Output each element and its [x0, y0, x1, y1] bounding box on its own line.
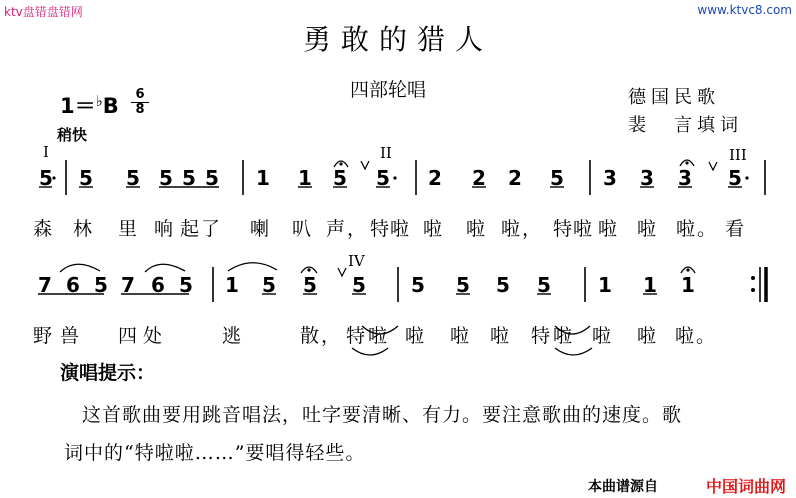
lyric-syllable: 叭 — [292, 218, 314, 240]
note: 5 — [94, 273, 108, 297]
part-marker-2: II — [380, 144, 392, 162]
lyric-syllable: 啦 — [490, 325, 512, 347]
note: 5 — [333, 166, 347, 190]
tips-heading: 演唱提示： — [60, 362, 156, 384]
note: 5 — [262, 273, 276, 297]
note: 2 — [508, 166, 522, 190]
lyric-syllable: 啦 — [598, 218, 620, 240]
note: 1 — [643, 273, 657, 297]
note: 5 — [182, 166, 196, 190]
note: 5 — [537, 273, 551, 297]
lyric-syllable: 声， — [326, 218, 369, 240]
note: 5 — [159, 166, 173, 190]
note: 5 — [376, 166, 390, 190]
note: 5 — [496, 273, 510, 297]
part-marker-4: IV — [348, 252, 365, 270]
note: 3 — [603, 166, 617, 190]
lyric-syllable: 处 — [143, 325, 165, 347]
lyric-syllable: 逃 — [222, 325, 244, 347]
note: 1 — [298, 166, 312, 190]
lyric-syllable: 里 — [118, 218, 140, 240]
note: 7 — [38, 273, 52, 297]
lyric-syllable: 啦 — [637, 218, 659, 240]
note: 7 — [121, 273, 135, 297]
key-letter: B — [102, 94, 119, 118]
lyric-syllable: 起了 — [180, 218, 223, 240]
credit-origin: 德国民歌 — [628, 87, 720, 108]
note: 5 — [205, 166, 219, 190]
note: 1 — [681, 273, 695, 297]
lyric-syllable: 啦 — [368, 325, 390, 347]
note: 6 — [151, 273, 165, 297]
note: 5 — [79, 166, 93, 190]
meter-top: 6 — [131, 88, 149, 103]
watermark-left: ktv盘错盘错网 — [4, 5, 83, 19]
lyric-syllable: 野 — [33, 325, 55, 347]
note: 3 — [678, 166, 692, 190]
part-marker-1: I — [43, 143, 49, 161]
lyric-syllable: 啦 — [466, 218, 488, 240]
tips-line-1: 这首歌曲要用跳音唱法，吐字要清晰、有力。要注意歌曲的速度。歌 — [82, 404, 683, 426]
source-label: 本曲谱源自 — [588, 479, 658, 495]
lyric-syllable: 啦 — [450, 325, 472, 347]
note: 6 — [66, 273, 80, 297]
lyric-syllable: 啦 — [553, 325, 575, 347]
note: 2 — [428, 166, 442, 190]
lyric-syllable: 看 — [725, 218, 747, 240]
lyric-syllable: 散， — [300, 325, 343, 347]
tips-line-2: 词中的“特啦啦……”要唱得轻些。 — [64, 442, 366, 464]
credit-lyricist: 裴 言填词 — [628, 115, 743, 136]
lyric-syllable: 啦。 — [676, 218, 719, 240]
lyric-syllable: 林 — [73, 218, 95, 240]
lyric-syllable: 特 — [346, 325, 368, 347]
page-title: 勇敢的猎人 — [302, 23, 493, 56]
tempo-marking: 稍快 — [57, 126, 88, 144]
lyric-syllable: 啦 — [423, 218, 445, 240]
lyric-syllable: 啦， — [501, 218, 544, 240]
watermark-right: www.ktvc8.com — [697, 3, 792, 17]
note: 2 — [472, 166, 486, 190]
lyric-syllable: 响 — [154, 218, 176, 240]
note: 5 — [728, 166, 742, 190]
note: 1 — [225, 273, 239, 297]
note: 5 — [179, 273, 193, 297]
lyric-syllable: 特 — [370, 218, 392, 240]
lyric-syllable: 森 — [33, 218, 55, 240]
flat-icon: ♭ — [95, 92, 103, 110]
note: 5 — [39, 166, 53, 190]
lyric-syllable: 特 — [553, 218, 575, 240]
lyric-syllable: 啦。 — [675, 325, 718, 347]
lyric-syllable: 四 — [118, 325, 140, 347]
note: 1 — [598, 273, 612, 297]
lyric-syllable: 啦 — [573, 218, 595, 240]
lyric-syllable: 兽 — [60, 325, 82, 347]
lyric-syllable: 啦 — [592, 325, 614, 347]
note: 5 — [411, 273, 425, 297]
note: 1 — [256, 166, 270, 190]
note: 5 — [456, 273, 470, 297]
note: 5 — [550, 166, 564, 190]
key-prefix: 1＝ — [60, 94, 96, 118]
note: 5 — [303, 273, 317, 297]
meter-bottom: 8 — [135, 102, 145, 117]
part-marker-3: III — [729, 146, 747, 164]
note: 3 — [640, 166, 654, 190]
subtitle: 四部轮唱 — [350, 79, 427, 101]
note: 5 — [126, 166, 140, 190]
lyric-syllable: 喇 — [250, 218, 272, 240]
lyric-syllable: 啦 — [405, 325, 427, 347]
lyric-syllable: 啦 — [390, 218, 412, 240]
source-site-link[interactable]: 中国词曲网 — [706, 477, 787, 496]
lyric-syllable: 特 — [531, 325, 553, 347]
note: 5 — [352, 273, 366, 297]
lyric-syllable: 啦 — [637, 325, 659, 347]
